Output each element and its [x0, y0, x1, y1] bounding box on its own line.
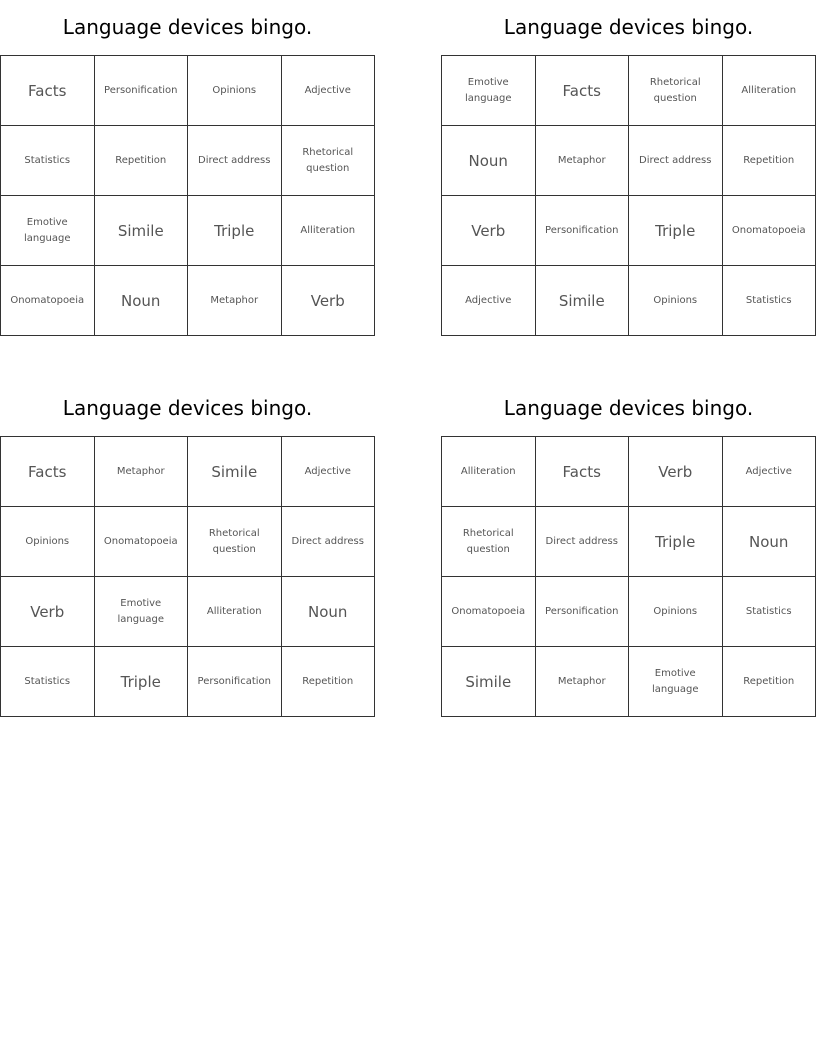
- bingo-cell: Adjective: [442, 266, 536, 336]
- bingo-cell: Adjective: [282, 56, 376, 126]
- bingo-cell: Statistics: [723, 266, 816, 336]
- bingo-cell: Direct address: [536, 507, 630, 577]
- bingo-cell: Triple: [629, 196, 723, 266]
- bingo-cell: Onomatopoeia: [442, 577, 536, 647]
- bingo-card-2: [441, 0, 816, 336]
- bingo-cell: Direct address: [188, 126, 282, 196]
- bingo-cell: Triple: [188, 196, 282, 266]
- bingo-cell: Noun: [442, 126, 536, 196]
- bingo-cell: Repetition: [95, 126, 189, 196]
- card-title: Language devices bingo.: [503, 15, 754, 39]
- bingo-cell: Statistics: [1, 647, 95, 717]
- bingo-card-3: [0, 381, 375, 717]
- bingo-cell: Alliteration: [723, 56, 816, 126]
- bingo-cell: Noun: [723, 507, 816, 577]
- bingo-grid: [0, 55, 375, 336]
- bingo-cell: Opinions: [188, 56, 282, 126]
- bingo-card-4: [441, 381, 816, 717]
- bingo-cell: Verb: [629, 437, 723, 507]
- bingo-cell: Metaphor: [95, 437, 189, 507]
- bingo-cell: Adjective: [723, 437, 816, 507]
- bingo-cell: Rhetorical question: [442, 507, 536, 577]
- card-title: Language devices bingo.: [62, 15, 313, 39]
- bingo-cell: Statistics: [1, 126, 95, 196]
- bingo-grid: [441, 436, 816, 717]
- bingo-cell: Alliteration: [188, 577, 282, 647]
- bingo-cell: Triple: [629, 507, 723, 577]
- bingo-cell: Simile: [536, 266, 630, 336]
- bingo-cell: Rhetorical question: [282, 126, 376, 196]
- bingo-cell: Alliteration: [282, 196, 376, 266]
- bingo-cell: Emotive language: [1, 196, 95, 266]
- bingo-card-1: [0, 0, 375, 336]
- bingo-cell: Emotive language: [629, 647, 723, 717]
- bingo-cell: Verb: [442, 196, 536, 266]
- bingo-cell: Facts: [1, 56, 95, 126]
- bingo-cell: Opinions: [629, 577, 723, 647]
- bingo-cell: Emotive language: [442, 56, 536, 126]
- bingo-cell: Noun: [95, 266, 189, 336]
- bingo-cell: Simile: [442, 647, 536, 717]
- bingo-cell: Personification: [188, 647, 282, 717]
- card-title: Language devices bingo.: [503, 396, 754, 420]
- bingo-cell: Direct address: [282, 507, 376, 577]
- bingo-grid: [441, 55, 816, 336]
- bingo-cell: Statistics: [723, 577, 816, 647]
- bingo-cell: Personification: [95, 56, 189, 126]
- bingo-cell: Simile: [188, 437, 282, 507]
- bingo-cell: Metaphor: [536, 126, 630, 196]
- bingo-cell: Onomatopoeia: [723, 196, 816, 266]
- bingo-cell: Facts: [536, 56, 630, 126]
- bingo-cell: Rhetorical question: [629, 56, 723, 126]
- bingo-cell: Metaphor: [188, 266, 282, 336]
- bingo-cell: Triple: [95, 647, 189, 717]
- bingo-cell: Direct address: [629, 126, 723, 196]
- bingo-cell: Repetition: [723, 126, 816, 196]
- bingo-cell: Onomatopoeia: [1, 266, 95, 336]
- bingo-cell: Opinions: [629, 266, 723, 336]
- bingo-cell: Repetition: [282, 647, 376, 717]
- bingo-cell: Facts: [536, 437, 630, 507]
- bingo-cell: Adjective: [282, 437, 376, 507]
- bingo-cell: Simile: [95, 196, 189, 266]
- bingo-cell: Alliteration: [442, 437, 536, 507]
- bingo-cell: Onomatopoeia: [95, 507, 189, 577]
- bingo-cell: Verb: [282, 266, 376, 336]
- bingo-cell: Personification: [536, 577, 630, 647]
- card-title: Language devices bingo.: [62, 396, 313, 420]
- bingo-cell: Emotive language: [95, 577, 189, 647]
- bingo-cell: Verb: [1, 577, 95, 647]
- bingo-cell: Personification: [536, 196, 630, 266]
- bingo-cell: Repetition: [723, 647, 816, 717]
- bingo-cell: Facts: [1, 437, 95, 507]
- bingo-cell: Metaphor: [536, 647, 630, 717]
- bingo-cell: Noun: [282, 577, 376, 647]
- bingo-cell: Opinions: [1, 507, 95, 577]
- bingo-cell: Rhetorical question: [188, 507, 282, 577]
- bingo-grid: [0, 436, 375, 717]
